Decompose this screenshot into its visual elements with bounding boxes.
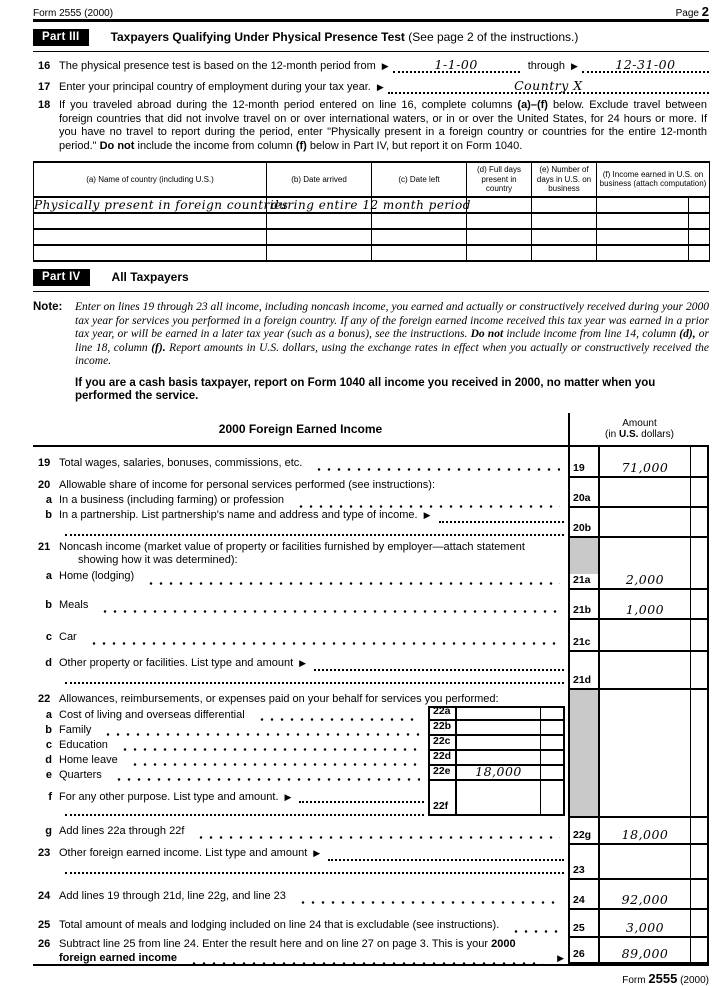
travel-row-1: [34, 197, 710, 213]
travel-cell[interactable]: [372, 245, 467, 261]
line-16-from-field[interactable]: 1-1-00: [393, 58, 520, 73]
entry-line[interactable]: [328, 848, 564, 861]
travel-row-4: [34, 245, 710, 261]
travel-cell[interactable]: [532, 213, 597, 229]
row-22b: b Family 22b: [33, 721, 568, 736]
amount-field-25[interactable]: 3,000: [600, 910, 690, 938]
row-21b: b Meals 21b 1,000: [33, 590, 709, 620]
entry-line[interactable]: [314, 658, 564, 671]
part3-rule: [33, 51, 709, 53]
col-a-header: (a) Name of country (including U.S.): [34, 162, 267, 197]
row-23: 23 Other foreign earned income. List type and amount ▶ 23: [33, 845, 709, 880]
travel-cell[interactable]: [267, 229, 372, 245]
dot-leaders: [255, 707, 420, 721]
box-label-22d: 22d: [433, 749, 452, 762]
travel-row-3: [34, 229, 710, 245]
amount-field-21d[interactable]: [600, 652, 690, 690]
row-19: [33, 447, 709, 478]
cents-field-22c[interactable]: [540, 736, 565, 751]
row-22e: e Quarters 22e 18,000: [33, 766, 568, 781]
cents-field-22a[interactable]: [540, 706, 565, 721]
travel-cell[interactable]: [689, 213, 710, 229]
line-16-number: 16: [38, 60, 51, 72]
travel-cell[interactable]: [267, 213, 372, 229]
note-label: Note:: [33, 301, 63, 313]
travel-row1-dateleft-cell[interactable]: [372, 197, 467, 213]
row-22g: g Add lines 22a through 22f 22g 18,000: [33, 818, 709, 845]
row-21a: 21 Noncash income (market value of property or facilities furnished by employer—attach statement showing how it was determined): a Home (lodging) 21a 2,000: [33, 538, 709, 590]
part3-badge: Part III: [33, 29, 89, 46]
cents-field-25[interactable]: [690, 910, 709, 938]
travel-table: [33, 161, 710, 262]
amount-field-22f[interactable]: [457, 781, 540, 816]
travel-cell[interactable]: [467, 213, 532, 229]
cents-field-19[interactable]: [690, 447, 709, 478]
row-22f: f For any other purpose. List type and amount. ▶ 22f: [33, 781, 568, 816]
dot-leaders: [187, 951, 543, 965]
line-18-text: If you traveled abroad during the 12-month period entered on line 16, complete columns (a)–(f) below. Exclude travel between foreign countries that did not involve travel on or over international waters, or in or over the United States, for 24 hours or more. If you have no travel to report during the period, enter "Physically present in a foreign country or countries for the entire 12-month period." Do not include the income from column (f) below in Part IV, but report it on Form 1040.: [59, 99, 707, 152]
box-label-20b: 20b: [573, 521, 592, 534]
amount-field-22b[interactable]: [457, 721, 540, 736]
entry-line[interactable]: [65, 523, 564, 536]
row-24: 24 Add lines 19 through 21d, line 22g, and line 23 24 92,000: [33, 880, 709, 910]
amount-field-22-block[interactable]: [600, 690, 690, 818]
page-number: Page 2: [675, 4, 709, 19]
travel-cell[interactable]: [34, 213, 267, 229]
row-20a: 20 Allowable share of income for personal services performed (see instructions): a In a business (including farming) or profession 20a: [33, 478, 709, 508]
amount-column-header: Amount (in U.S. dollars): [568, 413, 709, 447]
cents-field-22g[interactable]: [690, 818, 709, 845]
box-label-22e: 22e: [433, 764, 451, 777]
travel-table-header-row: [34, 162, 710, 197]
cents-field-22e[interactable]: [540, 766, 565, 781]
amount-field-26[interactable]: 89,000: [600, 938, 690, 964]
box-label-22c: 22c: [433, 734, 451, 747]
cents-field-26[interactable]: [690, 938, 709, 964]
line-17-country-field[interactable]: Country X: [388, 79, 709, 94]
dot-leaders: [194, 825, 560, 839]
dot-leaders: [128, 752, 420, 766]
col-e-header: (e) Number of days in U.S. on business: [532, 162, 597, 197]
travel-cell[interactable]: [467, 245, 532, 261]
cents-field-21a[interactable]: [690, 538, 709, 590]
cents-field-20b[interactable]: [690, 508, 709, 538]
arrowhead-icon: ▶: [381, 61, 389, 71]
line-16-text: The physical presence test is based on the 12-month period from: [59, 60, 376, 72]
amount-field-21c[interactable]: [600, 620, 690, 652]
travel-cell[interactable]: [597, 229, 689, 245]
line-18-number: 18: [38, 99, 51, 111]
cents-field-22d[interactable]: [540, 751, 565, 766]
part4-note: [33, 301, 709, 404]
amount-field-22g[interactable]: 18,000: [600, 818, 690, 845]
travel-row1-fulldays-cell[interactable]: [467, 197, 532, 213]
box-label-22g: 22g: [573, 828, 592, 841]
page-footer: Form 2555 (2000): [622, 971, 709, 986]
entry-line[interactable]: [65, 803, 424, 816]
box-label-25: 25: [573, 921, 585, 934]
page-header: [33, 5, 709, 19]
row-26: 26 Subtract line 25 from line 24. Enter the result here and on line 27 on page 3. This is your 2000 foreign earned income ▶ 26 89,000: [33, 938, 709, 964]
cents-field-22f[interactable]: [540, 781, 565, 816]
dot-leaders: [101, 722, 420, 736]
col-f-header: (f) Income earned in U.S. on business (attach computation): [597, 162, 710, 197]
amount-field-23[interactable]: [600, 845, 690, 880]
travel-cell[interactable]: [372, 229, 467, 245]
arrowhead-icon: ▶: [313, 847, 321, 858]
amount-field-21a[interactable]: 2,000: [600, 538, 690, 590]
col-b-header: (b) Date arrived: [267, 162, 372, 197]
travel-cell[interactable]: [267, 245, 372, 261]
income-title: 2000 Foreign Earned Income: [33, 413, 568, 447]
line-16-through-field[interactable]: 12-31-00: [582, 58, 709, 73]
col-c-header: (c) Date left: [372, 162, 467, 197]
travel-cell[interactable]: [597, 213, 689, 229]
row-21d: d Other property or facilities. List type and amount ▶ 21d: [33, 652, 709, 690]
part4-header: [33, 269, 709, 286]
line-16-through-label: through: [527, 60, 566, 72]
line-17: [33, 79, 709, 94]
arrowhead-icon: ▶: [284, 791, 292, 802]
row-22d: d Home leave 22d: [33, 751, 568, 766]
dot-leaders: [144, 571, 560, 585]
box-label-23: 23: [573, 863, 585, 876]
travel-row1-cents-cell[interactable]: [689, 197, 710, 213]
box-label-21a: 21a: [573, 573, 591, 586]
box-label-21c: 21c: [573, 635, 591, 648]
amount-field-20a[interactable]: [600, 478, 690, 508]
line-18: [33, 99, 709, 153]
part3-header: [33, 29, 709, 46]
row-20b: b In a partnership. List partnership's name and address and type of income. ▶ 20b: [33, 508, 709, 538]
col-d-header: (d) Full days present in country: [467, 162, 532, 197]
amount-field-22e[interactable]: 18,000: [457, 766, 540, 781]
row-25: 25 Total amount of meals and lodging included on line 24 that is excludable (see instructions). 25 3,000: [33, 910, 709, 938]
amount-field-20b[interactable]: [600, 508, 690, 538]
entry-line[interactable]: [65, 861, 564, 874]
travel-cell[interactable]: [34, 245, 267, 261]
box-label-26: 26: [573, 947, 585, 960]
note-body: [75, 301, 709, 404]
entry-line[interactable]: [299, 790, 424, 803]
box-label-22a: 22a: [433, 704, 451, 717]
dot-leaders: [98, 599, 560, 613]
box-label-21d: 21d: [573, 673, 592, 686]
amount-field-21b[interactable]: 1,000: [600, 590, 690, 620]
cents-field-21b[interactable]: [690, 590, 709, 620]
amount-field-19[interactable]: 71,000: [600, 447, 690, 478]
part4-badge: Part IV: [33, 269, 90, 286]
amount-field-22a[interactable]: [457, 706, 540, 721]
cents-field-20a[interactable]: [690, 478, 709, 508]
arrowhead-icon: ▶: [423, 509, 431, 520]
travel-cell[interactable]: [34, 229, 267, 245]
dot-leaders: [118, 737, 420, 751]
note-paragraph-1: Enter on lines 19 through 23 all income, including noncash income, you earned and actually or constructively received during your 2000 tax year for services you performed in a foreign country. If any of the foreign earned income received this tax year was earned in a prior tax year, or will be earned in a later tax year (such as a bonus), see the instructions. Do not include income from line 14, column (d), or line 18, column (f). Report amounts in U.S. dollars, using the exchange rates in effect when you actually or constructively received the income.: [75, 301, 709, 367]
part4-rule: [33, 291, 709, 293]
travel-row1-usincome-cell[interactable]: [597, 197, 689, 213]
line-17-number: 17: [38, 81, 51, 93]
box-label-19: 19: [573, 461, 585, 474]
part3-title: Taxpayers Qualifying Under Physical Presence Test (See page 2 of the instructions.): [110, 30, 579, 44]
dot-leaders: [509, 919, 560, 933]
travel-row1-usdays-cell[interactable]: [532, 197, 597, 213]
income-table-header: [33, 413, 709, 447]
box-label-24: 24: [573, 893, 585, 906]
travel-cell[interactable]: [372, 213, 467, 229]
box-label-20a: 20a: [573, 491, 591, 504]
line-17-text: Enter your principal country of employment during your tax year.: [59, 81, 371, 93]
dot-leaders: [294, 494, 560, 508]
form-id-label: Form 2555 (2000): [33, 8, 114, 19]
amount-field-22c[interactable]: [457, 736, 540, 751]
dot-leaders: [296, 890, 560, 904]
cents-field-21d[interactable]: [690, 652, 709, 690]
note-paragraph-2: If you are a cash basis taxpayer, report on Form 1040 all income you received in 2000, no matter when you performed the service.: [75, 376, 656, 402]
row-22a: a Cost of living and overseas differential 22a: [33, 706, 568, 721]
amount-field-24[interactable]: 92,000: [600, 880, 690, 910]
travel-row1-country-cell[interactable]: Physically present in foreign countries: [34, 197, 289, 212]
line-16: [33, 58, 709, 73]
cents-field-22-block[interactable]: [690, 690, 709, 818]
header-rule: [33, 19, 709, 22]
cents-field-24[interactable]: [690, 880, 709, 910]
part4-title: All Taxpayers: [111, 270, 189, 284]
dot-leaders: [112, 767, 420, 781]
cents-field-22b[interactable]: [540, 721, 565, 736]
row-22c: c Education 22c: [33, 736, 568, 751]
travel-cell[interactable]: [689, 229, 710, 245]
box-label-22f: 22f: [433, 799, 449, 812]
row-19-desc: 19 Total wages, salaries, bonuses, commissions, etc.: [33, 447, 568, 478]
box-label-22b: 22b: [433, 719, 452, 732]
arrowhead-icon: ▶: [299, 657, 307, 668]
cents-field-23[interactable]: [690, 845, 709, 880]
travel-cell[interactable]: [467, 229, 532, 245]
box-label-21b: 21b: [573, 603, 592, 616]
shaded-cell: [570, 538, 598, 574]
travel-row1-dates-cell[interactable]: during entire 12 month period: [267, 197, 372, 213]
travel-row-2: [34, 213, 710, 229]
dot-leaders: [87, 631, 560, 645]
cents-field-21c[interactable]: [690, 620, 709, 652]
dot-leaders: [312, 457, 560, 471]
entry-line[interactable]: [65, 671, 564, 684]
arrowhead-icon: ▶: [557, 952, 564, 963]
arrowhead-icon: ▶: [376, 82, 384, 92]
row-21c: c Car 21c: [33, 620, 709, 652]
travel-cell[interactable]: [597, 245, 689, 261]
arrowhead-icon: ▶: [571, 61, 578, 71]
entry-line[interactable]: [439, 510, 564, 523]
income-table: [33, 413, 709, 964]
travel-cell[interactable]: [689, 245, 710, 261]
row-22-block: 22 Allowances, reimbursements, or expenses paid on your behalf for services you performed: a Cost of living and overseas differential 22a b Family 22b c Education 22c d Home leave 22d e Quarters 22e 18,000 f For any other purpose. List type and amount. ▶ 22f: [33, 690, 709, 818]
travel-cell[interactable]: [532, 229, 597, 245]
shaded-cell: [568, 690, 600, 818]
travel-cell[interactable]: [532, 245, 597, 261]
